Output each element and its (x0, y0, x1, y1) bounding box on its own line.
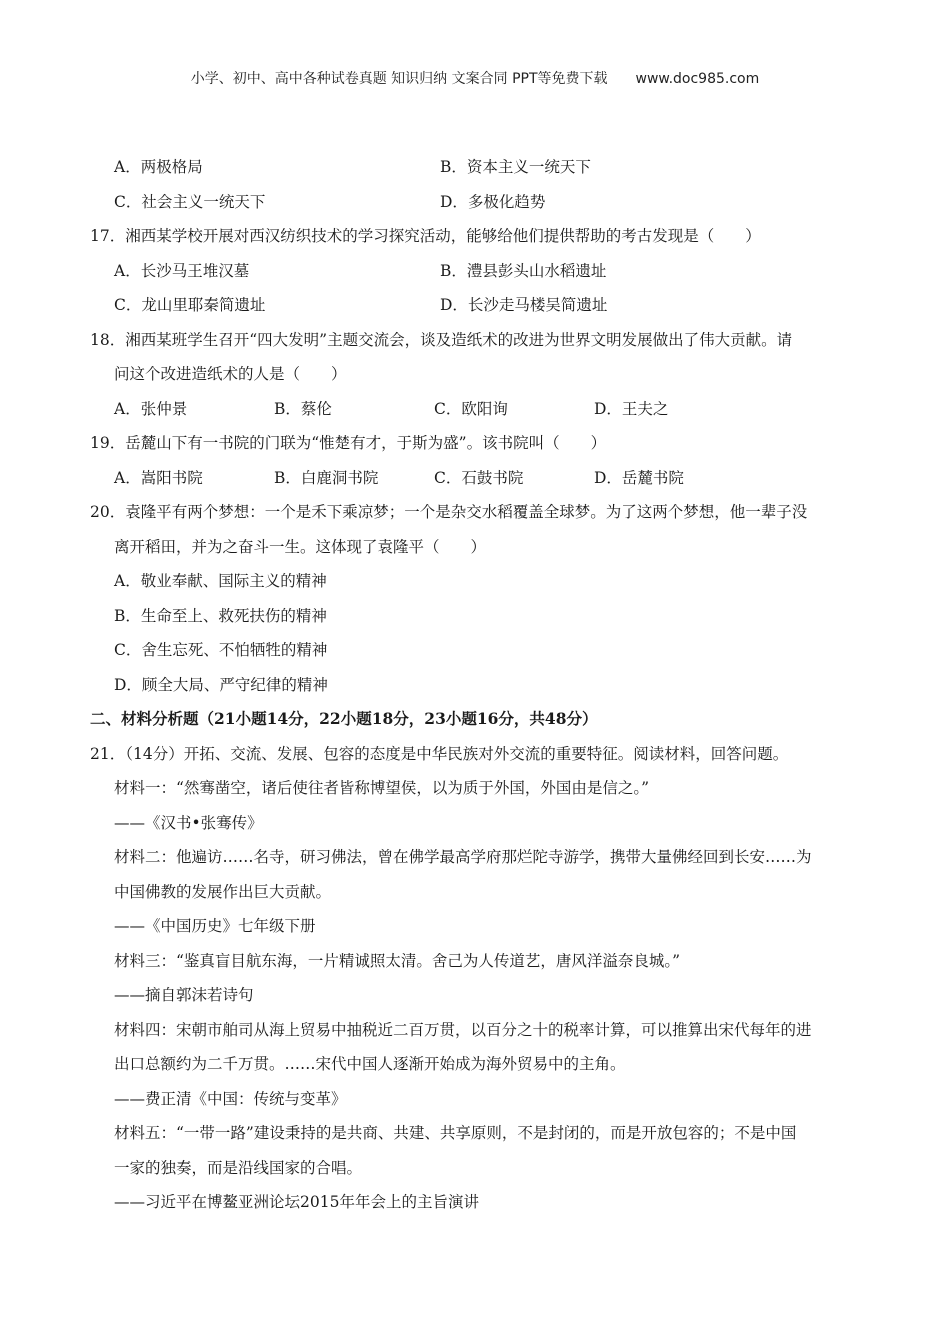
q21-material-5-line-1: 材料五：“一带一路”建设秉持的是共商、共建、共享原则，不是封闭的，而是开放包容的；不是中国 (114, 1124, 797, 1142)
q18-option-c: C．欧阳询 (434, 399, 508, 418)
q20-option-b: B．生命至上、救死扶伤的精神 (114, 606, 327, 625)
q21-material-1-source: ——《汉书•张骞传》 (114, 813, 263, 832)
header-site-link[interactable]: www.doc985.com (635, 71, 760, 87)
q18-options-row (90, 392, 880, 427)
q19-option-d: D．岳麓书院 (594, 468, 684, 487)
q21-material-4-line-2: 出口总额约为二千万贯。……宋代中国人逐渐开始成为海外贸易中的主角。 (114, 1055, 626, 1073)
q19-stem: 19．岳麓山下有一书院的门联为“惟楚有才，于斯为盛”。该书院叫（ ） (90, 434, 607, 452)
q17-option-c: C．龙山里耶秦简遗址 (114, 296, 266, 314)
q19-option-a: A．嵩阳书院 (114, 468, 203, 487)
q21-material-2-line-2: 中国佛教的发展作出巨大贡献。 (114, 882, 332, 901)
q16-option-d: D．多极化趋势 (440, 192, 546, 211)
q20-option-c: C．舍生忘死、不怕牺牲的精神 (114, 641, 328, 659)
q21-material-1: 材料一：“然骞凿空，诸后使往者皆称博望侯，以为质于外国，外国由是信之。” (114, 779, 650, 797)
q21-material-3: 材料三：“鉴真盲目航东海，一片精诚照太清。舍己为人传道艺，唐风洋溢奈良城。” (114, 951, 681, 970)
q18-option-b: B．蔡伦 (274, 399, 332, 418)
q20-stem-line-1: 20．袁隆平有两个梦想：一个是禾下乘凉梦；一个是杂交水稻覆盖全球梦。为了这两个梦想，他一辈子没 (90, 503, 808, 521)
q21-material-4-source: ——费正清《中国：传统与变革》 (114, 1089, 347, 1108)
q20-option-a: A．敬业奉献、国际主义的精神 (114, 572, 327, 590)
q20-option-d: D．顾全大局、严守纪律的精神 (114, 675, 328, 694)
q21-material-2-line-1: 材料二：他遍访……名寺，研习佛法，曾在佛学最高学府那烂陀寺游学，携带大量佛经回到长安……为 (114, 848, 812, 866)
q18-option-a: A．张仲景 (114, 399, 188, 418)
q17-options-row-1 (90, 254, 880, 289)
q17-stem: 17．湘西某学校开展对西汉纺织技术的学习探究活动，能够给他们提供帮助的考古发现是（ ） (90, 227, 761, 245)
q17-option-d: D．长沙走马楼吴简遗址 (440, 296, 608, 314)
q21-stem: 21．（14分）开拓、交流、发展、包容的态度是中华民族对外交流的重要特征。阅读材料，回答问题。 (90, 744, 789, 763)
q16-option-c: C．社会主义一统天下 (114, 192, 266, 211)
q21-material-5-source: ——习近平在博鳌亚洲论坛2015年年会上的主旨演讲 (114, 1193, 479, 1211)
q18-stem-line-1: 18．湘西某班学生召开“四大发明”主题交流会，谈及造纸术的改进为世界文明发展做出了伟大贡献。请 (90, 330, 793, 349)
q21-material-5-line-2: 一家的独奏，而是沿线国家的合唱。 (114, 1158, 363, 1177)
q17-options-row-2 (90, 288, 880, 323)
q16-options-row-1 (90, 150, 880, 185)
q19-option-c: C．石鼓书院 (434, 468, 524, 487)
q21-material-4-line-1: 材料四：宋朝市舶司从海上贸易中抽税近二百万贯，以百分之十的税率计算，可以推算出宋代每年的进 (114, 1020, 812, 1039)
q16-options-row-2 (90, 185, 880, 220)
q21-material-3-source: ——摘自郭沫若诗句 (114, 986, 254, 1004)
q16-option-a: A．两极格局 (114, 158, 203, 176)
header-text: 小学、初中、高中各种试卷真题 知识归纳 文案合同 PPT等免费下载 (190, 71, 608, 87)
q16-option-b: B．资本主义一统天下 (440, 158, 591, 176)
q19-options-row (90, 461, 880, 496)
q20-stem-line-2: 离开稻田，并为之奋斗一生。这体现了袁隆平（ ） (114, 537, 487, 556)
q17-option-a: A．长沙马王堆汉墓 (114, 261, 250, 280)
exam-content (90, 150, 880, 1220)
q18-option-d: D．王夫之 (594, 399, 669, 418)
q21-material-2-source: ——《中国历史》七年级下册 (114, 917, 316, 935)
q19-option-b: B．白鹿洞书院 (274, 468, 379, 487)
section-2-title: 二、材料分析题（21小题14分，22小题18分，23小题16分，共48分） (90, 709, 598, 728)
q18-stem-line-2: 问这个改进造纸术的人是（ ） (114, 365, 347, 383)
page-header (0, 68, 950, 88)
q17-option-b: B．澧县彭头山水稻遗址 (440, 261, 607, 280)
